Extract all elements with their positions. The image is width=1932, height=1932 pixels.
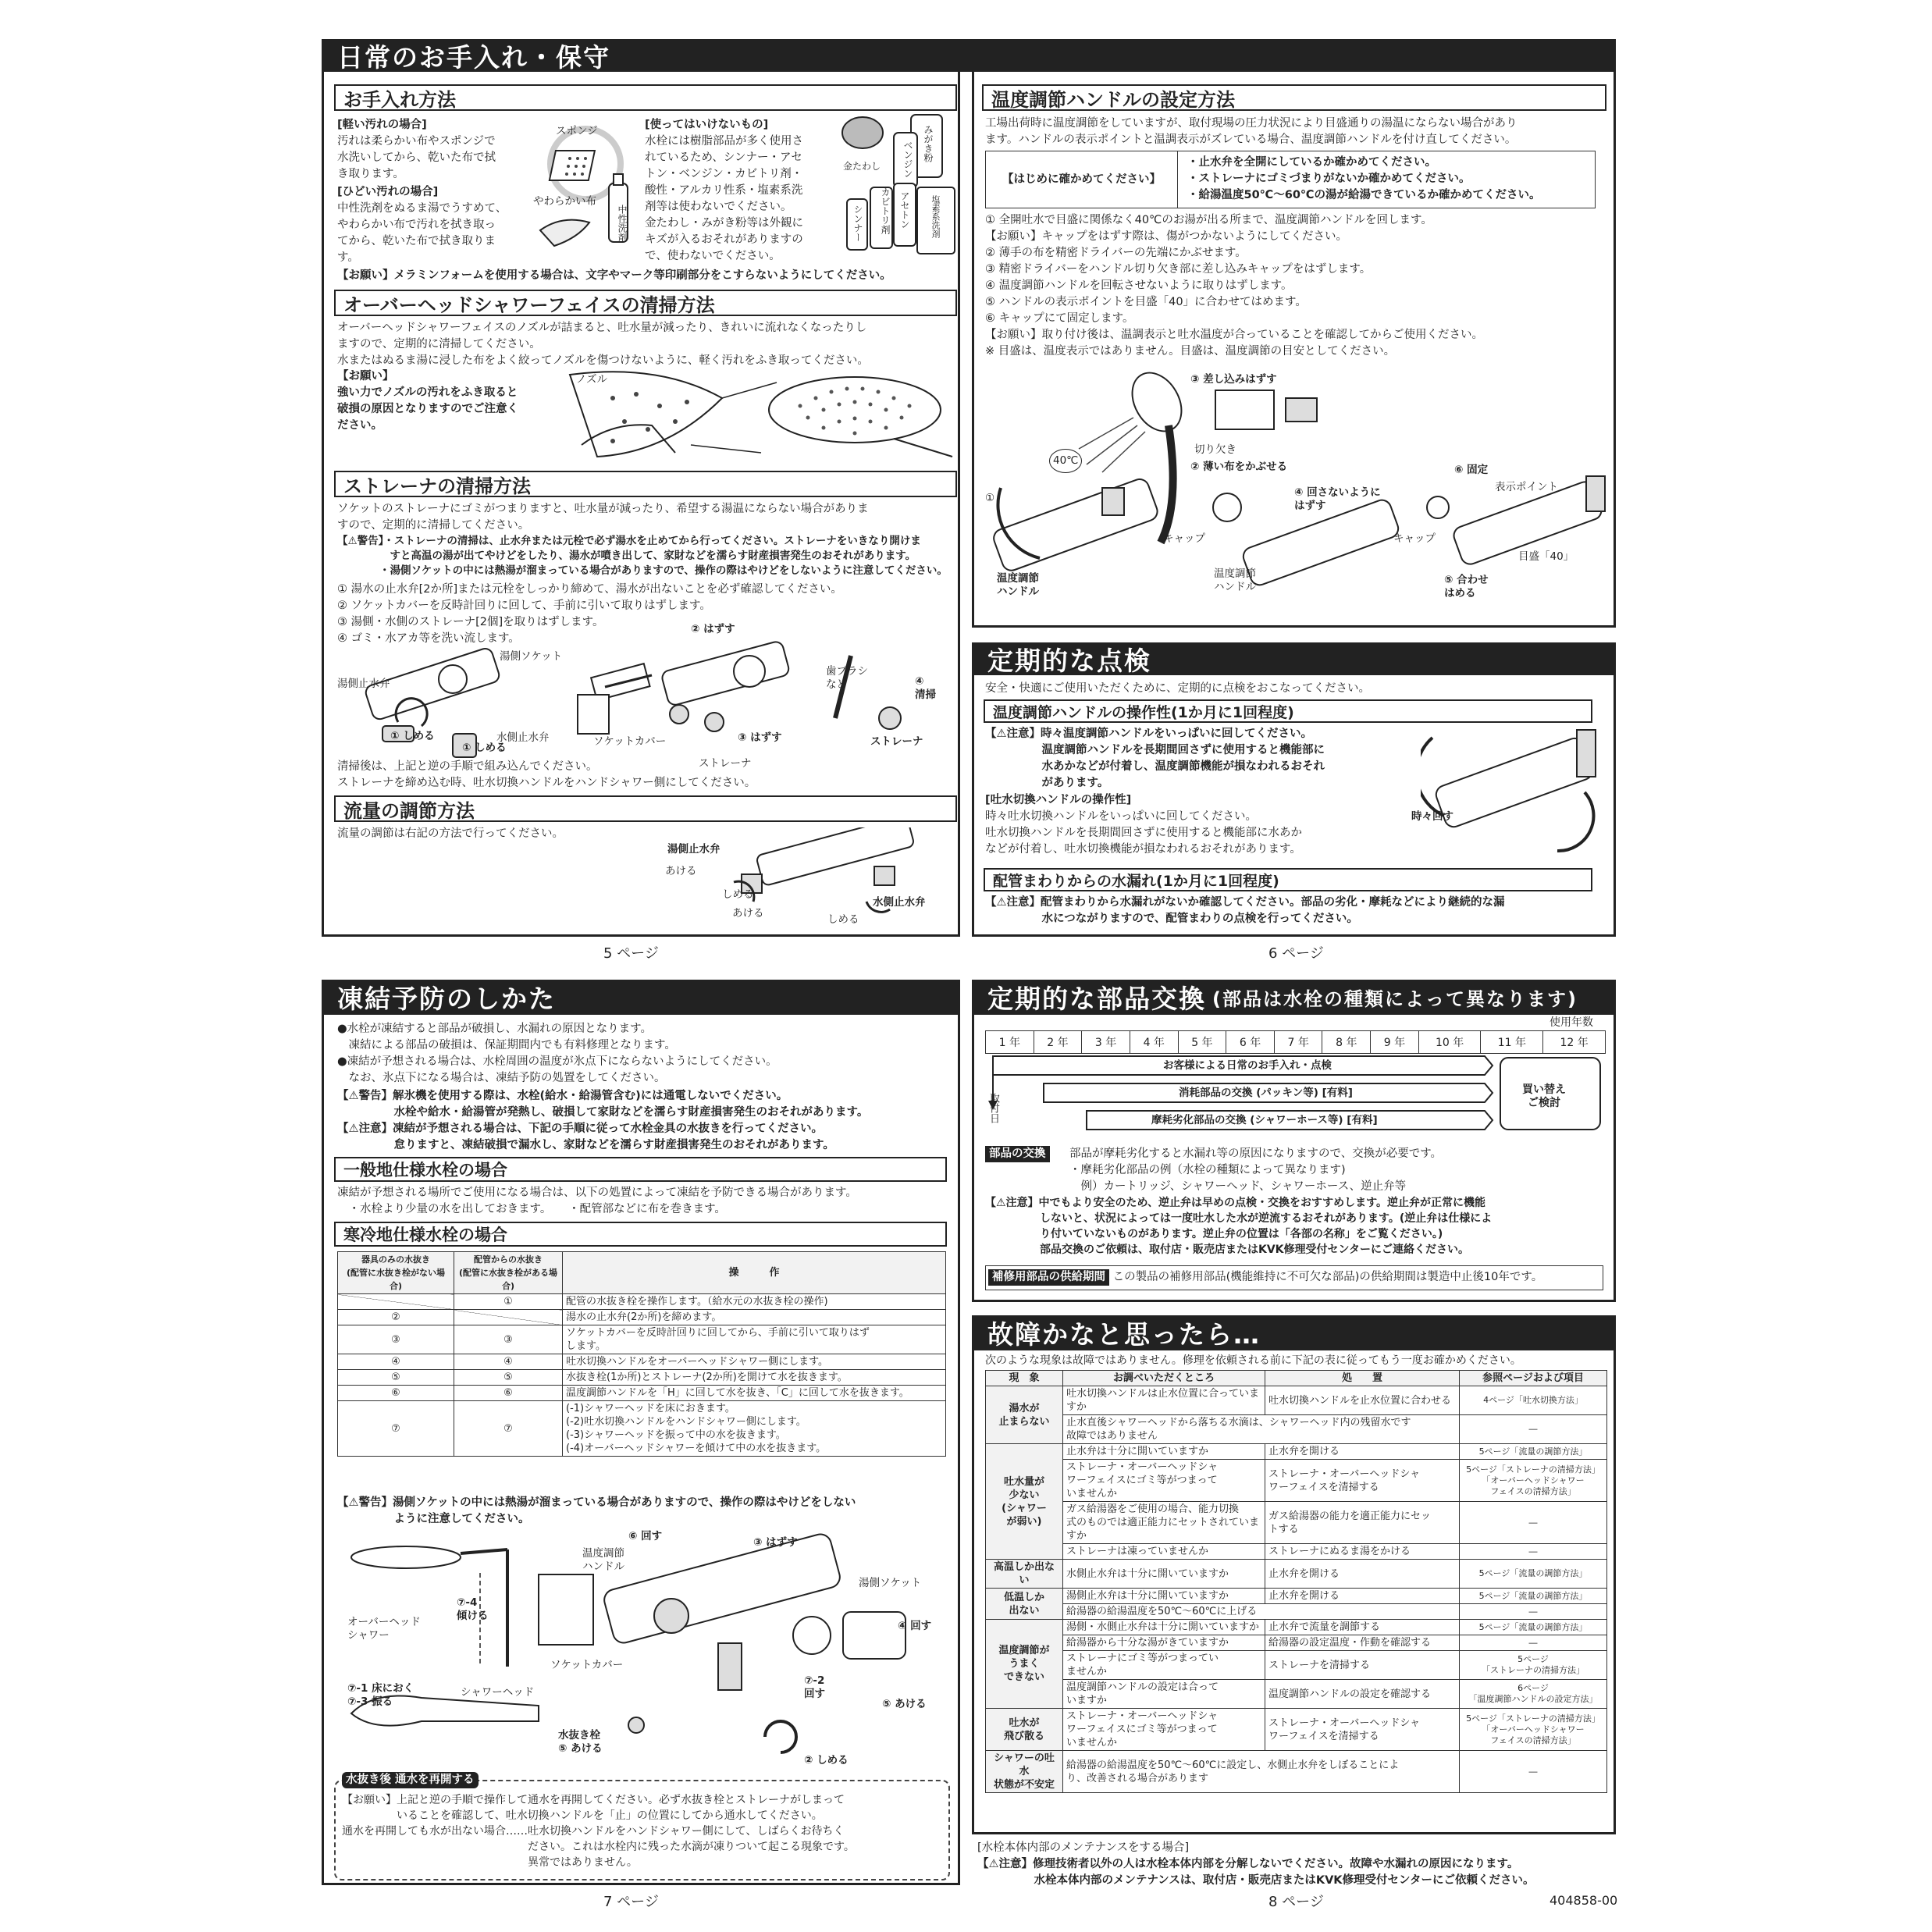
fault-check: ストレーナ・オーバーヘッドシャ ワーフェイスにゴミ等がつまって いませんか: [1063, 1460, 1265, 1502]
fault-ref: 5ページ 「ストレーナの清掃方法」: [1460, 1651, 1607, 1680]
cloth-label: やわらかい布: [533, 195, 596, 208]
ng-heading: [使ってはいけないもの]: [645, 119, 769, 131]
page7-number: 7 ページ: [603, 1894, 659, 1910]
fault-check: 温度調節ハンドルの設定は合って いますか: [1063, 1680, 1265, 1709]
drain-table: [337, 1251, 946, 1457]
drain-cell-step: [454, 1310, 563, 1325]
resume-tag: [342, 1772, 479, 1788]
drain-cell-operation: 水抜き栓(1か所)とストレーナ(2か所)を開けて水を抜きます。: [563, 1370, 946, 1386]
drain-cell-operation: (-1)シャワーヘッドを床におきます。 (-2)吐水切換ハンドルをハンドシャワー側にします。 (-3)シャワーヘッドを振って中の水を抜きます。 (-4)オーバーヘッドシャワーを傾けて中の水を抜きます。: [563, 1401, 946, 1457]
fault-ref: 6ページ 「温度調節ハンドルの設定方法」: [1460, 1680, 1607, 1709]
operation-text: 【⚠注意】時々温度調節ハンドルをいっぱいに回してください。 温度調節ハンドルを長期間回さずに使用すると機能部に 水あかなどが付着し、温度調節機能が損なわれるおそれ があります。: [985, 728, 1325, 789]
fault-table-row: [986, 1444, 1607, 1460]
turn-label: 時々回す: [1411, 810, 1453, 823]
strainer-text: ソケットのストレーナにゴミがつまりますと、吐水量が減ったり、希望する湯温にならない場合がありま すので、定期的に清掃してください。: [337, 503, 869, 532]
ng-items-illustration: [839, 113, 956, 265]
temp-label-handle-2: 温度調節 ハンドル: [1214, 568, 1256, 593]
replace-label: 買い替え ご検討: [1522, 1083, 1566, 1109]
leak-text: 【⚠注意】配管まわりから水漏れがないか確認してください。部品の劣化・摩耗などにより継続的な漏 水につながりますので、配管まわりの点検を行ってください。: [985, 896, 1505, 925]
page7-banner: 凍結予防のしかた: [322, 980, 960, 1015]
drain-cell-step: ④: [338, 1354, 454, 1370]
drain-table-row: [338, 1310, 946, 1325]
fault-ref: ―: [1460, 1751, 1607, 1793]
freeze-label-overhead: オーバーヘッド シャワー: [347, 1616, 421, 1642]
drain-cell-step: ①: [454, 1294, 563, 1310]
fault-symptom: 温度調節が うまく できない: [986, 1620, 1063, 1709]
fault-action: 止水弁で流量を調節する: [1265, 1620, 1460, 1635]
fault-action: 吐水切換ハンドルを止水位置に合わせる: [1265, 1386, 1460, 1415]
fault-action: ガス給湯器の能力を適正能力にセッ トする: [1265, 1502, 1460, 1544]
timeline-row2: 消耗部品の交換 (パッキン等) [有料]: [1179, 1087, 1353, 1099]
ng-item-chlorine: 塩素系洗剤: [930, 195, 941, 238]
drain-cell-step: ④: [454, 1354, 563, 1370]
overhead-note: 【お願い】 強い力でノズルの汚れをふき取ると 破損の原因となりますのでご注意く ださい。: [337, 370, 518, 432]
freeze-warning: 【⚠警告】解氷機を使用する際は、水栓(給水・給湯管含む)には通電しないでください。 水栓や給水・給湯管が発熱し、破損して家財などを濡らす財産損害発生のおそれがあります。 【⚠注意】凍結が予想される場合は、下記の手順に従って水栓金具の水抜きを行ってください。 怠りますと、凍結破損で漏水し、家財などを濡らす財産損害発生のおそれがあります。: [337, 1090, 869, 1151]
fault-symptom: 吐水量が 少ない (シャワー が弱い): [986, 1444, 1063, 1560]
fault-check: 湯側・水側止水弁は十分に開いていますか: [1063, 1620, 1265, 1635]
flow-label-open-2: あける: [732, 907, 764, 920]
freeze-label-socket-cover: ソケットカバー: [550, 1659, 624, 1671]
fault-table-row: [986, 1589, 1607, 1604]
fault-check: 止水直後シャワーヘッドから落ちる水滴は、シャワーヘッド内の残留水です 故障ではありません: [1063, 1415, 1460, 1444]
drain-cell-step: ③: [454, 1325, 563, 1354]
fault-th-symptom: 現 象: [986, 1371, 1063, 1386]
years-row: [986, 1031, 1606, 1054]
fault-check: 給湯器から十分な湯がきていますか: [1063, 1635, 1265, 1651]
fault-symptom: シャワーの吐水 状態が不安定: [986, 1751, 1063, 1793]
freeze-label-rotate-4: ④ 回す: [898, 1620, 932, 1632]
st-label-hot-valve: 湯側止水弁: [337, 678, 390, 690]
fault-th-ref: 参照ページおよび項目: [1460, 1371, 1607, 1386]
flow-label-hot-valve: 湯側止水弁: [667, 843, 720, 856]
parts-banner: [972, 980, 1616, 1015]
strainer-steps: ① 湯水の止水弁[2か所]または元栓をしっかり締めて、湯水が出ないことを必ず確認してください。 ② ソケットカバーを反時計回りに回して、手前に引いて取りはずします。 ③ 湯側・水側のストレーナ[2個]を取りはずします。 ④ ゴミ・水アカ等を洗い流します。: [337, 583, 842, 645]
resume-tag-label: 水抜き後 通水を再開する: [342, 1772, 479, 1788]
flow-label-open-1: あける: [665, 865, 697, 877]
supply-line: [988, 1269, 1542, 1286]
ng-item-polishing-powder: みがき粉: [923, 125, 934, 162]
fault-check: 水側止水弁は十分に開いていますか: [1063, 1560, 1265, 1589]
parts-banner-subtitle: (部品は水栓の種類によって異なります): [1212, 988, 1578, 1010]
inspection-banner: 定期的な点検: [972, 642, 1616, 675]
fault-ref: 5ページ「流量の調節方法」: [1460, 1560, 1607, 1589]
st-label-remove-3: ③ はずす: [738, 731, 782, 744]
general-section-title: 一般地仕様水栓の場合: [334, 1157, 947, 1182]
year-cell: 8 年: [1322, 1031, 1371, 1054]
fault-table-row: [986, 1680, 1607, 1709]
freeze-label-open-5: ⑤ あける: [882, 1698, 927, 1710]
neutral-detergent-label: 中性洗剤: [617, 205, 628, 242]
temp-label-insert: ③ 差し込みはずす: [1190, 373, 1277, 386]
temp-label-handle-1: 温度調節 ハンドル: [997, 572, 1039, 598]
drain-cell-operation: 温度調節ハンドルを「H」に回して水を抜き、「C」に回して水を抜きます。: [563, 1386, 946, 1401]
ng-text: 水栓には樹脂部品が多く使用さ れているため、シンナー・アセ トン・ベンジン・カビトリ剤・ 酸性・アルカリ性系・塩素系洗 剤等は使わないでください。 金たわし・みがき粉等は外観に キズが入るおそれがありますの で、使わないでください。: [645, 135, 803, 262]
year-cell: 10 年: [1418, 1031, 1481, 1054]
freeze-label-hot-socket: 湯側ソケット: [859, 1577, 922, 1589]
drain-cell-step: ③: [338, 1325, 454, 1354]
freeze-illustration: [343, 1526, 952, 1768]
fault-th-check: お調べいただくところ: [1063, 1371, 1265, 1386]
drain-cell-operation: 吐水切換ハンドルをオーバーヘッドシャワー側にします。: [563, 1354, 946, 1370]
year-cell: 12 年: [1543, 1031, 1606, 1054]
temp-label-point: 表示ポイント: [1495, 481, 1558, 493]
st-label-socket-cover: ソケットカバー: [593, 735, 667, 748]
strainer-warning: 【⚠警告】・ストレーナの清掃は、止水弁または元栓で必ず湯水を止めてから行ってください。ストレーナをいきなり開けま すと高温の湯が出てやけどをしたり、湯水が噴き出して、家財などを濡らす財産損害発生のおそれがあります。 ・湯側ソケットの中には熱湯が溜まっている場合がありますので、操作の際はやけどをしないように注意してください。: [337, 535, 948, 577]
fault-banner: 故障かなと思ったら…: [972, 1315, 1616, 1350]
drain-cell-step: ⑦: [338, 1401, 454, 1457]
st-label-remove-2: ② はずす: [691, 623, 735, 635]
fault-ref: 5ページ「流量の調節方法」: [1460, 1589, 1607, 1604]
sponge-label: スポンジ: [556, 125, 598, 137]
resume-text: 【お願い】上記と逆の手順で操作して通水を再開してください。必ず水抜き栓とストレーナがしまって いることを確認して、吐水切換ハンドルを「止」の位置にしてから通水してください。 通水を再開しても水が出ない場合……吐水切換ハンドルをハンドシャワー側にして、しばらくお待ちく ださい。これは水栓内に残った水滴が凍りついて起こる現象です。 異常ではありません。: [342, 1794, 855, 1869]
flow-label-cold-valve: 水側止水弁: [873, 896, 926, 909]
fault-ref: ―: [1460, 1544, 1607, 1560]
st-label-strainer-1: ストレーナ: [699, 757, 752, 770]
st-label-close-1: ① しめる: [390, 730, 435, 742]
drain-th-pipe: 配管からの水抜き (配管に水抜き栓がある場合): [454, 1252, 563, 1294]
year-cell: 5 年: [1178, 1031, 1226, 1054]
drain-table-row: [338, 1294, 946, 1310]
inspection-illustration: [1421, 722, 1608, 863]
flow-text: 流量の調節は右記の方法で行ってください。: [337, 827, 564, 840]
care-light-text: 汚れは柔らかい布やスポンジで 水洗いしてから、乾いた布で拭 き取ります。: [337, 135, 496, 180]
shower-face-illustration: [566, 367, 956, 461]
care-heavy-text: 中性洗剤をぬるま湯でうすめて、 やわらかい布で汚れを拭き取っ てから、乾いた布で拭き取りま す。: [337, 202, 507, 264]
page5-number: 5 ページ: [603, 945, 659, 962]
fault-action: ストレーナ・オーバーヘッドシャ ワーフェイスを清掃する: [1265, 1460, 1460, 1502]
supply-text: この製品の補修用部品(機能維持に不可欠な部品)の供給期間は製造中止後10年です。: [1112, 1271, 1543, 1283]
timeline-row1: お客様による日常のお手入れ・点検: [1163, 1059, 1332, 1072]
fault-table: [985, 1370, 1607, 1793]
freeze-label-floor-shake: ⑦-1 床におく ⑦-3 振る: [347, 1682, 415, 1708]
care-section-title: お手入れ方法: [334, 84, 957, 111]
fault-ref: 5ページ「流量の調節方法」: [1460, 1444, 1607, 1460]
freeze-label-close-2: ② しめる: [804, 1754, 849, 1767]
drain-cell-step: ⑥: [454, 1386, 563, 1401]
page6-number: 6 ページ: [1268, 945, 1324, 962]
switch-text: 時々吐水切換ハンドルをいっぱいに回してください。 吐水切換ハンドルを長期間回さずに使用すると機能部に水あか などが付着し、吐水切換機能が損なわれるおそれがあります。: [985, 810, 1302, 856]
fault-th-action: 処 置: [1265, 1371, 1460, 1386]
page5-banner: 日常のお手入れ・保守: [322, 39, 1616, 72]
fault-ref: ―: [1460, 1635, 1607, 1651]
document-number: 404858-00: [1550, 1893, 1618, 1908]
fault-table-row: [986, 1544, 1607, 1560]
nozzle-label: ノズル: [576, 373, 607, 386]
temp-label-cloth: ② 薄い布をかぶせる: [1190, 461, 1288, 473]
flow-section-title: 流量の調節方法: [334, 795, 957, 822]
flow-label-close-1: しめる: [722, 888, 754, 901]
fault-table-body: [986, 1386, 1607, 1793]
care-note: 【お願い】メラミンフォームを使用する場合は、文字やマーク等印刷部分をこすらないようにしてください。: [337, 269, 891, 282]
fault-symptom: 吐水が 飛び散る: [986, 1709, 1063, 1751]
drain-cell-operation: 配管の水抜き栓を操作します。（給水元の水抜き栓の操作): [563, 1294, 946, 1310]
freeze-intro: ●水栓が凍結すると部品が破損し、水漏れの原因となります。 凍結による部品の破損は、保証期間内でも有料修理となります。 ●凍結が予想される場合は、水栓周囲の温度が氷点下にならないようにしてください。 なお、氷点下になる場合は、凍結予防の処置をしてください。: [337, 1023, 777, 1084]
fault-table-row: [986, 1460, 1607, 1502]
fault-check: 湯側止水弁は十分に開いていますか: [1063, 1589, 1265, 1604]
temp-label-step1: ①: [985, 492, 995, 504]
check-text: ・止水弁を全開にしているか確かめてください。 ・ストレーナにゴミづまりがないか確かめてください。 ・給湯温度50℃～60℃の湯が給湯できているか確かめてください。: [1187, 156, 1541, 201]
fault-symptom: 高温しか出ない: [986, 1560, 1063, 1589]
freeze-label-drain-plug: 水抜き栓 ⑤ あける: [558, 1729, 603, 1755]
fault-ref: ―: [1460, 1502, 1607, 1544]
temp-steps: ① 全開吐水で目盛に関係なく40℃のお湯が出る所まで、温度調節ハンドルを回します。 【お願い】キャップをはずす際は、傷がつかないようにしてください。 ② 薄手の布を精密ドライバーの先端にかぶせます。 ③ 精密ドライバーをハンドル切り欠き部に差し込みキャップをはずします。 ④ 温度調節ハンドルを回転させないように取りはずします。 ⑤ ハンドルの表示ポイントを目盛「40」に合わせてはめます。 ⑥ キャップにて固定します。 【お願い】取り付け後は、温調表示と吐水温度が合っていることを確認してからご使用ください。 ※ 目盛は、温度表示ではありません。目盛は、温度調節の目安としてください。: [985, 214, 1483, 358]
fault-ref: 4ページ「吐水切換方法」: [1460, 1386, 1607, 1415]
sponge-cloth-illustration: [531, 121, 648, 254]
fault-ref: 5ページ「ストレーナの清掃方法」 「オーバーヘッドシャワー フェイスの清掃方法」: [1460, 1709, 1607, 1751]
fault-check: 止水弁は十分に開いていますか: [1063, 1444, 1265, 1460]
temp-label-remove-4: ④ 回さないように はずす: [1294, 486, 1381, 512]
cold-section-title: 寒冷地仕様水栓の場合: [334, 1222, 947, 1247]
ng-item-benzine: ベンジン: [902, 141, 913, 178]
maintenance-text: 【⚠注意】修理技術者以外の人は水栓本体内部を分解しないでください。故障や水漏れの原因になります。 水栓本体内部のメンテナンスは、取付店・販売店またはKVK修理受付センターにご依頼ください。: [977, 1858, 1535, 1887]
drain-th-device: 器具のみの水抜き (配管に水抜き栓がない場合): [338, 1252, 454, 1294]
fault-table-row: [986, 1635, 1607, 1651]
fault-check: 給湯器の給湯温度を50℃～60℃に上げる: [1063, 1604, 1460, 1620]
freeze-label-rotate-6: ⑥ 回す: [628, 1530, 663, 1542]
fault-table-row: [986, 1604, 1607, 1620]
fault-ref: 5ページ「ストレーナの清掃方法」 「オーバーヘッドシャワー フェイスの清掃方法」: [1460, 1460, 1607, 1502]
drain-cell-step: ⑦: [454, 1401, 563, 1457]
supply-tag: 補修用部品の供給期間: [988, 1269, 1109, 1286]
freeze-label-rotate-7-2: ⑦-2 回す: [804, 1674, 825, 1700]
parts-banner-title: 定期的な部品交換: [987, 984, 1206, 1014]
fault-table-row: [986, 1560, 1607, 1589]
drain-table-row: [338, 1354, 946, 1370]
st-label-cold-valve: 水側止水弁: [496, 731, 550, 744]
temp-label-40c: 40℃: [1049, 449, 1082, 473]
year-cell: 1 年: [986, 1031, 1034, 1054]
fault-table-row: [986, 1651, 1607, 1680]
st-label-clean-4: ④ 清掃: [915, 675, 936, 701]
fault-table-row: [986, 1751, 1607, 1793]
parts-text: 部品が摩耗劣化すると水漏れ等の原因になりますので、交換が必要です。 ・摩耗劣化部品の例（水栓の種類によって異なります) 例）カートリッジ、シャワーヘッド、シャワーホース、逆止弁等: [1069, 1147, 1443, 1193]
fault-intro: 次のような現象は故障ではありません。修理を依頼される前に下記の表に従ってもう一度お確かめください。: [985, 1354, 1521, 1367]
flow-label-close-2: しめる: [827, 913, 859, 926]
parts-warning: 【⚠注意】中でもより安全のため、逆止弁は早めの点検・交換をおすすめします。逆止弁が正常に機能 しないと、状況によっては一度吐水した水が逆流するおそれがあります。(逆止弁は仕様によ り付いていないものがあります。逆止弁の位置は「各部の名称」をご覧ください。) 部品交換のご依頼は、取付店・販売店またはKVK修理受付センターにご連絡ください。: [985, 1197, 1493, 1256]
freeze-label-showerhead: シャワーヘッド: [461, 1686, 535, 1699]
ng-item-thinner: シンナー: [852, 205, 863, 242]
freeze-label-handle: 温度調節 ハンドル: [582, 1547, 624, 1573]
drain-cell-step: ②: [338, 1310, 454, 1325]
fault-check: 吐水切換ハンドルは止水位置に合っていますか: [1063, 1386, 1265, 1415]
fault-ref: 5ページ「流量の調節方法」: [1460, 1620, 1607, 1635]
drain-table-row: [338, 1386, 946, 1401]
drain-cell-step: ⑥: [338, 1386, 454, 1401]
ng-item-steel-wool: 金たわし: [843, 161, 881, 172]
switch-heading: [吐水切換ハンドルの操作性]: [985, 794, 1132, 806]
timeline-row3: 摩耗劣化部品の交換 (シャワーホース等) [有料]: [1151, 1114, 1378, 1126]
general-text: 凍結が予想される場所でご使用になる場合は、以下の処置によって凍結を予防できる場合があります。 ・水栓より少量の水を出しておきます。 ・配管部などに布を巻きます。: [337, 1187, 857, 1215]
operation-section-title: 温度調節ハンドルの操作性(1か月に1回程度): [984, 699, 1592, 723]
leak-section-title: 配管まわりからの水漏れ(1か月に1回程度): [984, 868, 1592, 891]
drain-table-row: [338, 1370, 946, 1386]
freeze-warning-2: 【⚠警告】湯側ソケットの中には熱湯が溜まっている場合がありますので、操作の際はやけどをしない ように注意してください。: [337, 1496, 856, 1525]
freeze-label-remove-3: ③ はずす: [753, 1536, 798, 1549]
check-heading: 【はじめに確かめてください】: [986, 151, 1178, 208]
overhead-text: オーバーヘッドシャワーフェイスのノズルが詰まると、吐水量が減ったり、きれいに流れなくなったりし ますので、定期的に清掃してください。 水またはぬるま湯に浸した布をよく絞ってノズルを傷つけないように、軽く汚れをふき取ってください。: [337, 322, 869, 367]
fault-symptom: 湯水が 止まらない: [986, 1386, 1063, 1444]
temp-label-align-5: ⑤ 合わせ はめる: [1444, 574, 1489, 600]
strainer-section-title: ストレーナの清掃方法: [334, 471, 957, 497]
fault-table-row: [986, 1709, 1607, 1751]
drain-cell-step: ⑤: [454, 1370, 563, 1386]
fault-ref: ―: [1460, 1415, 1607, 1444]
year-cell: 2 年: [1034, 1031, 1082, 1054]
ng-item-mold-remover: カビトリ剤: [880, 187, 891, 234]
install-label: 取付日: [987, 1093, 999, 1123]
fault-action: 温度調節ハンドルの設定を確認する: [1265, 1680, 1460, 1709]
year-cell: 4 年: [1130, 1031, 1178, 1054]
fault-table-row: [986, 1415, 1607, 1444]
year-cell: 6 年: [1226, 1031, 1275, 1054]
year-cell: 3 年: [1082, 1031, 1130, 1054]
fault-action: 止水弁を開ける: [1265, 1560, 1460, 1589]
check-box: [985, 151, 1596, 208]
fault-check: ストレーナにゴミ等がつまってい ませんか: [1063, 1651, 1265, 1680]
fault-table-row: [986, 1620, 1607, 1635]
fault-check: ストレーナは凍っていませんか: [1063, 1544, 1265, 1560]
drain-table-row: [338, 1401, 946, 1457]
overhead-section-title: オーバーヘッドシャワーフェイスの清掃方法: [334, 290, 957, 316]
fault-check: 給湯器の給湯温度を50℃～60℃に設定し、水側止水弁をしぼることによ り、改善される場合があります: [1063, 1751, 1460, 1793]
temp-label-cap-1: キャップ: [1163, 532, 1205, 545]
st-label-strainer-2: ストレーナ: [870, 735, 923, 748]
fault-check: ストレーナ・オーバーヘッドシャ ワーフェイスにゴミ等がつまって いませんか: [1063, 1709, 1265, 1751]
page8-number: 8 ページ: [1268, 1894, 1324, 1910]
strainer-after-text: 清掃後は、上記と逆の手順で組み込んでください。 ストレーナを締め込む時、吐水切換ハンドルをハンドシャワー側にしてください。: [337, 760, 756, 789]
temp-section-title: 温度調節ハンドルの設定方法: [982, 84, 1606, 111]
parts-tag: 部品の交換: [985, 1146, 1050, 1162]
fault-table-row: [986, 1502, 1607, 1544]
maintenance-heading: [水栓本体内部のメンテナンスをする場合]: [977, 1841, 1190, 1854]
year-cell: 7 年: [1274, 1031, 1322, 1054]
care-heavy-heading: [ひどい汚れの場合]: [337, 186, 439, 198]
temp-label-scale-40: 目盛「40」: [1518, 550, 1574, 563]
temp-label-cap-2: キャップ: [1393, 532, 1436, 545]
ng-item-acetone: アセトン: [899, 191, 910, 229]
temp-text: 工場出荷時に温度調節をしていますが、取付現場の圧力状況により目盛通りの湯温にならない場合があり ます。ハンドルの表示ポイントと温調表示がズレている場合、温度調節ハンドルを付け直してください。: [985, 117, 1517, 146]
temp-label-fix-6: ⑥ 固定: [1454, 464, 1489, 476]
fault-action: 止水弁を開ける: [1265, 1589, 1460, 1604]
fault-action: ストレーナ・オーバーヘッドシャ ワーフェイスを清掃する: [1265, 1709, 1460, 1751]
fault-action: 止水弁を開ける: [1265, 1444, 1460, 1460]
drain-cell-step: ⑤: [338, 1370, 454, 1386]
st-label-close-1b: ① しめる: [462, 742, 507, 754]
years-label: 使用年数: [1550, 1016, 1593, 1029]
drain-cell-operation: 湯水の止水弁(2か所)を締めます。: [563, 1310, 946, 1325]
drain-table-body: [338, 1294, 946, 1457]
fault-action: ストレーナにぬるま湯をかける: [1265, 1544, 1460, 1560]
year-cell: 11 年: [1481, 1031, 1543, 1054]
year-cell: 9 年: [1371, 1031, 1419, 1054]
inspection-text: 安全・快適にご使用いただくために、定期的に点検をおこなってください。: [985, 682, 1370, 695]
drain-cell-step: [338, 1294, 454, 1310]
years-table: [985, 1030, 1606, 1054]
freeze-label-tilt: ⑦-4 傾ける: [457, 1596, 489, 1622]
fault-table-row: [986, 1386, 1607, 1415]
temp-label-notch: 切り欠き: [1194, 443, 1236, 456]
drain-th-operation: 操 作: [563, 1252, 946, 1294]
fault-action: 給湯器の設定温度・作動を確認する: [1265, 1635, 1460, 1651]
care-light-heading: [軽い汚れの場合]: [337, 119, 427, 131]
fault-action: ストレーナを清掃する: [1265, 1651, 1460, 1680]
fault-symptom: 低温しか 出ない: [986, 1589, 1063, 1620]
st-label-toothbrush: 歯ブラシ など: [826, 665, 868, 691]
drain-table-row: [338, 1325, 946, 1354]
fault-ref: ―: [1460, 1604, 1607, 1620]
fault-check: ガス給湯器をご使用の場合、能力切換 式のものでは適正能力にセットされていますか: [1063, 1502, 1265, 1544]
drain-cell-operation: ソケットカバーを反時計回りに回してから、手前に引いて取りはず します。: [563, 1325, 946, 1354]
st-label-hot-socket: 湯側ソケット: [500, 650, 563, 663]
